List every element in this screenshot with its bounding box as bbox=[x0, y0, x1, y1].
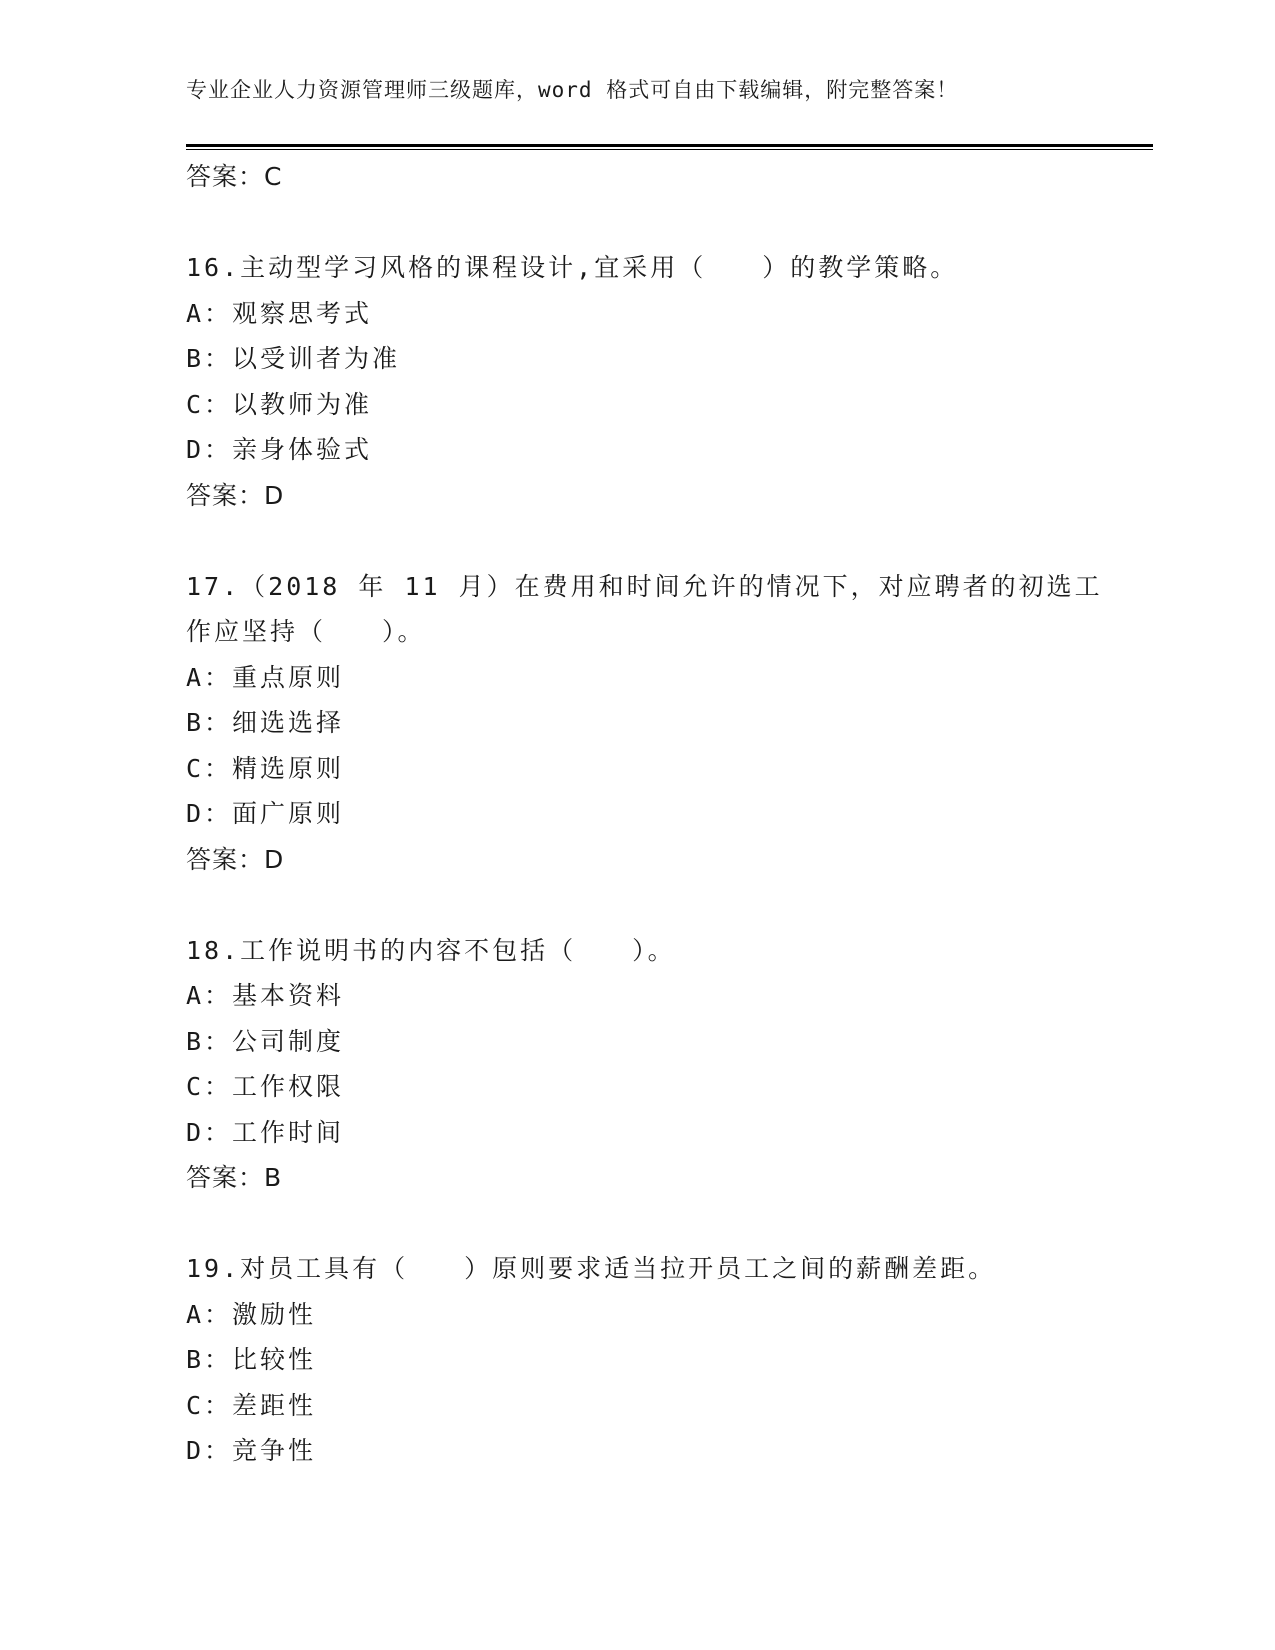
answer: 答案：D bbox=[186, 480, 285, 510]
option-a: A：重点原则 bbox=[186, 662, 345, 692]
option-c: C：差距性 bbox=[186, 1390, 317, 1420]
spacer bbox=[186, 518, 1146, 564]
answer: 答案：D bbox=[186, 844, 285, 874]
page-header: 专业企业人力资源管理师三级题库，word 格式可自由下载编辑，附完整答案！ bbox=[186, 78, 959, 102]
question-17 bbox=[186, 564, 1146, 883]
question-stem: 17.（2018 年 11 月）在费用和时间允许的情况下，对应聘者的初选工 bbox=[186, 571, 1103, 601]
option-b: B：公司制度 bbox=[186, 1026, 345, 1056]
answer: 答案：B bbox=[186, 1163, 283, 1192]
question-16 bbox=[186, 245, 1146, 518]
option-a: A：基本资料 bbox=[186, 981, 345, 1010]
spacer bbox=[186, 1201, 1146, 1247]
option-c: C：精选原则 bbox=[186, 753, 345, 783]
question-stem: 19.对员工具有（ ）原则要求适当拉开员工之间的薪酬差距。 bbox=[186, 1254, 997, 1283]
option-b: B：以受训者为准 bbox=[186, 344, 401, 373]
question-stem: 16.主动型学习风格的课程设计,宜采用（ ）的教学策略。 bbox=[186, 253, 959, 282]
option-d: D：亲身体验式 bbox=[186, 435, 373, 464]
question-18 bbox=[186, 928, 1146, 1201]
question-list bbox=[186, 154, 1146, 1474]
option-b: B：比较性 bbox=[186, 1345, 317, 1374]
option-d: D：工作时间 bbox=[186, 1117, 345, 1147]
option-d: D：面广原则 bbox=[186, 799, 345, 828]
previous-answer: 答案：C bbox=[186, 162, 283, 191]
option-b: B：细选选择 bbox=[186, 708, 345, 737]
option-a: A：激励性 bbox=[186, 1299, 317, 1329]
option-d: D：竞争性 bbox=[186, 1436, 317, 1465]
question-stem-continued: 作应坚持（ ）。 bbox=[186, 617, 426, 646]
option-a: A：观察思考式 bbox=[186, 298, 373, 328]
option-c: C：以教师为准 bbox=[186, 389, 373, 419]
header-divider-thin bbox=[186, 149, 1153, 150]
option-c: C：工作权限 bbox=[186, 1072, 345, 1101]
spacer bbox=[186, 200, 1146, 246]
spacer bbox=[186, 882, 1146, 928]
question-stem: 18.工作说明书的内容不包括（ ）。 bbox=[186, 935, 676, 965]
header-divider bbox=[186, 144, 1153, 147]
question-19 bbox=[186, 1246, 1146, 1474]
